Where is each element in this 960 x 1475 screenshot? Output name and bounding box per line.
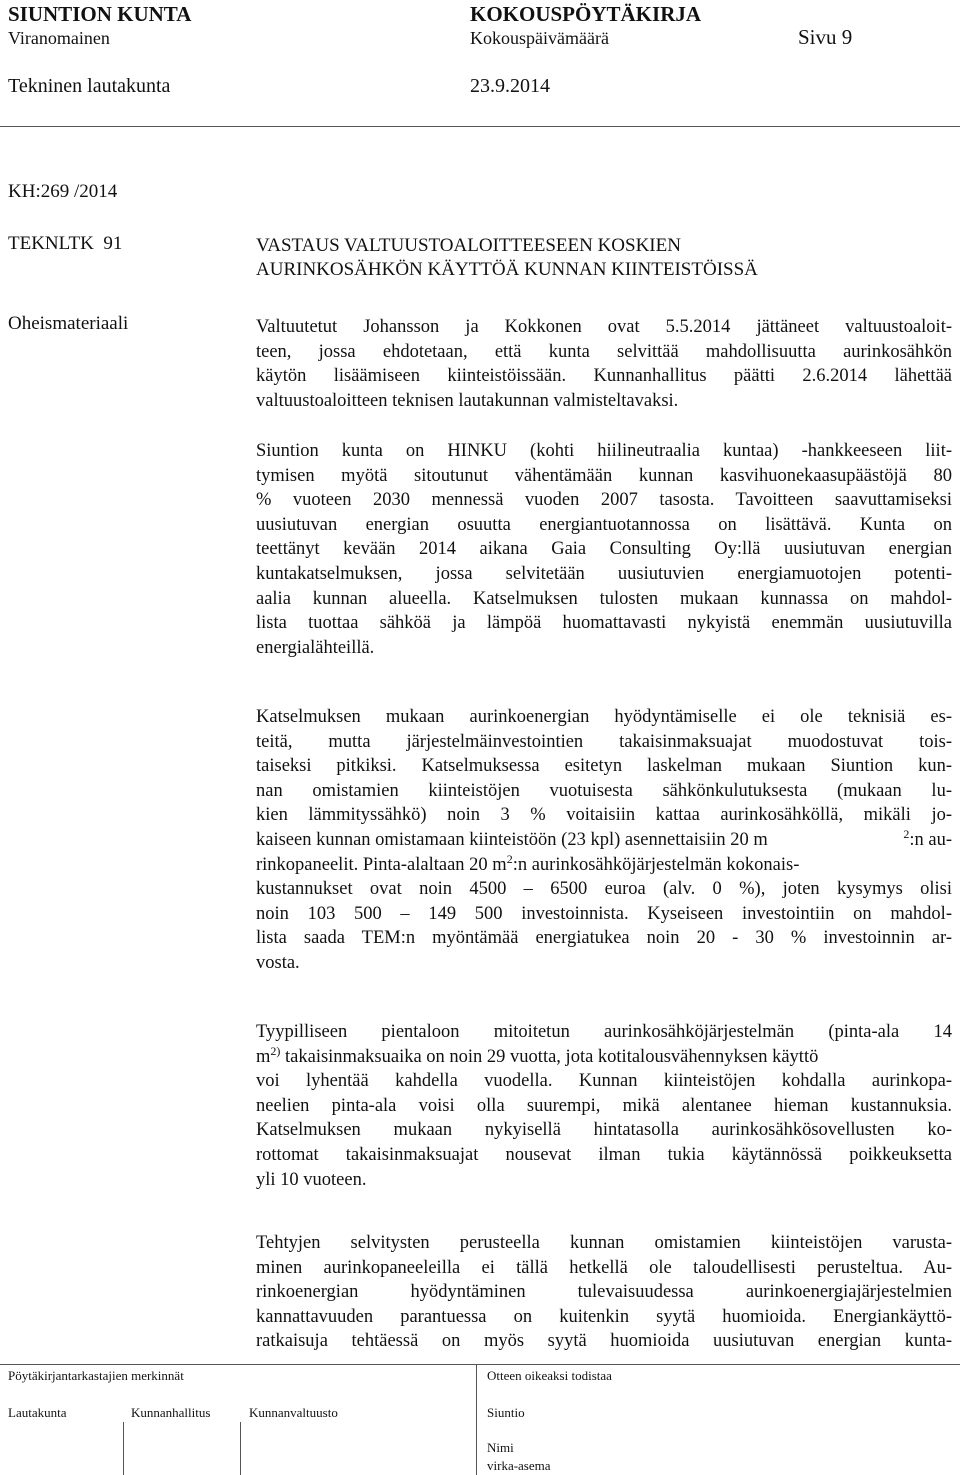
text-line: nan omistamien kiinteistöjen vuotuisesta sähkönkulutuksesta (mukaan lu- (256, 780, 952, 801)
text-line: noin 103 500 – 149 500 investoinnista. Kyseiseen investointiin on mahdol- (256, 903, 952, 924)
text-fragment (903, 828, 952, 853)
text-fragment: :n aurinkosähköjärjestelmän kokonais- (512, 854, 800, 875)
signers-label: Pöytäkirjantarkastajien merkinnät (8, 1368, 184, 1383)
page-number: Sivu 9 (798, 25, 853, 49)
text-line: lista tuottaa sähköä ja lämpöä huomattavasti nykyistä enemmän uusiutuvilla (256, 613, 952, 634)
paragraph-survey (256, 705, 952, 976)
text-line: aalia kunnan alueella. Katselmuksen tulosten mukaan kunnassa on mahdol- (256, 588, 952, 609)
org-name: SIUNTION KUNTA (8, 2, 192, 26)
doc-type: KOKOUSPÖYTÄKIRJA (470, 2, 702, 26)
text-line: Siuntion kunta on HINKU (kohti hiilineutraalia kuntaa) -hankkeeseen liit- (256, 441, 952, 461)
board-name: Tekninen lautakunta (8, 75, 171, 97)
text-line: rottomat takaisinmaksuajat nousevat ilman tukia käytännössä poikkeuksetta (256, 1144, 952, 1165)
text-line: lista saada TEM:n myöntämää energiatukea noin 20 - 30 % investoinnin ar- (256, 928, 952, 949)
text-line: Katselmuksen mukaan aurinkoenergian hyödyntämiselle ei ole teknisiä es- (256, 707, 952, 727)
text-fragment: :n au- (909, 829, 952, 850)
signature-box-divider (240, 1422, 241, 1475)
superscript: 2 (903, 826, 910, 841)
superscript: 2) (270, 1043, 281, 1058)
col-kunnanvaltuusto: Kunnanvaltuusto (249, 1405, 338, 1420)
text-line: kuntakatselmuksen, jossa selvitetään uusiutuvien energiamuotojen potenti- (256, 563, 952, 584)
text-line: taiseksi pitkiksi. Katselmuksessa esitetyn laskelman mukaan Siuntion kun- (256, 756, 952, 777)
text-line: tymisen myötä sitoutunut vähentämään kunnan kasvihuonekaasupäästöjä 80 (256, 465, 952, 486)
item-title (256, 234, 758, 282)
paragraph-conclusion (256, 1231, 952, 1354)
meeting-date: 23.9.2014 (470, 75, 550, 97)
name-label: Nimi (487, 1440, 514, 1455)
text-line (256, 1045, 952, 1070)
text-line: uusiutuvan energian osuutta energiantuotannossa on lisättävä. Kunta on (256, 514, 952, 535)
text-line (256, 828, 952, 853)
teknltk-reference: TEKNLTK 91 (8, 233, 123, 254)
col-lautakunta: Lautakunta (8, 1405, 67, 1420)
paragraph-hinku (256, 439, 952, 660)
item-title-line-2: AURINKOSÄHKÖN KÄYTTÖÄ KUNNAN KIINTEISTÖISSÄ (256, 259, 758, 280)
header-divider (0, 126, 960, 127)
item-title-line-1: VASTAUS VALTUUSTOALOITTEESEEN KOSKIEN (256, 235, 681, 256)
text-line: valtuustoaloitteen teknisen lautakunnan valmisteltavaksi. (256, 390, 679, 411)
text-fragment: kaiseen kunnan omistamaan kiinteistöön (23 kpl) asennettaisiin 20 m (256, 829, 768, 850)
footer-divider (0, 1364, 960, 1365)
col-kunnanhallitus: Kunnanhallitus (131, 1405, 211, 1420)
text-fragment: m (256, 1046, 271, 1067)
text-line: Valtuutetut Johansson ja Kokkonen ovat 5.5.2014 jättäneet valtuustoaloit- (256, 317, 952, 337)
date-label: Kokouspäivämäärä (470, 28, 609, 48)
position-label: virka-asema (487, 1458, 551, 1473)
text-line: energialähteillä. (256, 637, 375, 658)
paragraph-payback (256, 1020, 952, 1192)
text-line (256, 853, 952, 878)
signature-box-divider (123, 1422, 124, 1475)
authority-label: Viranomainen (8, 28, 110, 48)
paragraph-initiative (256, 315, 952, 413)
text-line: teitä, mutta järjestelmäinvestointien takaisinmaksuajat muodostuvat tois- (256, 731, 952, 752)
footer-center-rule (476, 1364, 477, 1475)
text-line: yli 10 vuoteen. (256, 1169, 367, 1190)
text-line: rinkoenergian hyödyntäminen tulevaisuudessa aurinkoenergiajärjestelmien (256, 1282, 952, 1303)
text-fragment: takaisinmaksuaika on noin 29 vuotta, jota kotitalousvähennyksen käyttö (280, 1046, 819, 1067)
text-line: kannattavuuden parantuessa on kuitenkin syytä huomioida. Energiankäyttö- (256, 1306, 952, 1327)
kh-reference: KH:269 /2014 (8, 181, 118, 202)
certify-label: Otteen oikeaksi todistaa (487, 1368, 612, 1383)
text-line: käytön lisäämiseen kiinteistöissään. Kunnanhallitus päätti 2.6.2014 lähettää (256, 366, 952, 387)
text-line: % vuoteen 2030 mennessä vuoden 2007 tasosta. Tavoitteen saavuttamiseksi (256, 490, 952, 511)
text-line: neelien pinta-ala voisi olla suurempi, mikä alentanee hieman kustannuksia. (256, 1095, 952, 1116)
text-fragment: rinkopaneelit. Pinta-alaltaan 20 m (256, 854, 507, 875)
certify-place: Siuntio (487, 1405, 525, 1420)
text-line: kustannukset ovat noin 4500 – 6500 euroa (alv. 0 %), joten kysymys olisi (256, 879, 952, 900)
superscript: 2 (506, 851, 513, 866)
text-line: kien lämmityssähkö) noin 3 % voitaisiin kattaa aurinkosähköllä, mikäli jo- (256, 805, 952, 826)
text-line: voi lyhentää kahdella vuodella. Kunnan kiinteistöjen kohdalla aurinkopa- (256, 1071, 952, 1092)
text-line: ratkaisuja tehtäessä on myös syytä huomioida uusiutuvan energian kunta- (256, 1331, 952, 1352)
text-line: minen aurinkopaneeleilla ei tällä hetkellä ole taloudellisesti perusteltua. Au- (256, 1257, 952, 1278)
text-line: Tyypilliseen pientaloon mitoitetun aurinkosähköjärjestelmän (pinta-ala 14 (256, 1022, 952, 1042)
text-line: vosta. (256, 952, 300, 973)
attachment-label: Oheismateriaali (8, 313, 129, 334)
text-line: Tehtyjen selvitysten perusteella kunnan omistamien kiinteistöjen varusta- (256, 1233, 952, 1253)
text-line: teettänyt kevään 2014 aikana Gaia Consulting Oy:llä uusiutuvan energian (256, 539, 952, 560)
text-line: teen, jossa ehdotetaan, että kunta selvittää mahdollisuutta aurinkosähkön (256, 341, 952, 362)
text-line: Katselmuksen mukaan nykyisellä hintatasolla aurinkosähkösovellusten ko- (256, 1120, 952, 1141)
